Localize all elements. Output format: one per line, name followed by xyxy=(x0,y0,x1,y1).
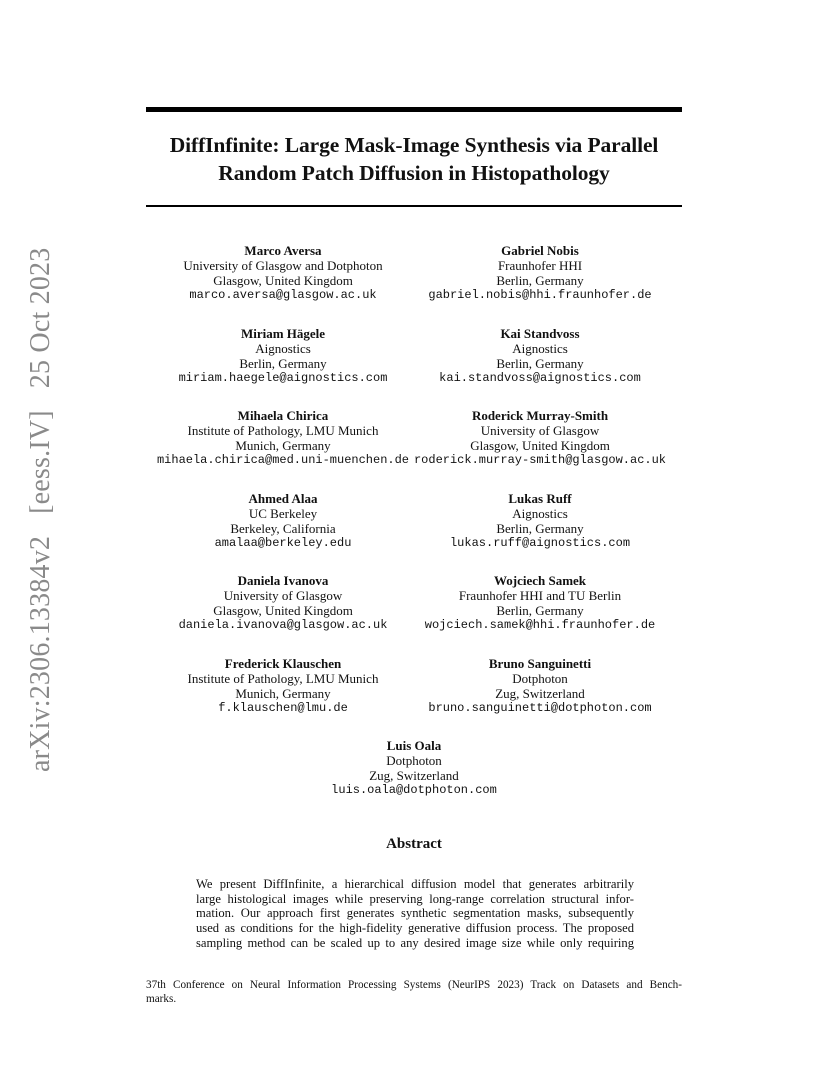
author-name: Bruno Sanguinetti xyxy=(488,656,592,671)
title-bottom-rule xyxy=(146,205,682,207)
author-affiliation: Aignostics xyxy=(512,341,568,356)
author-block xyxy=(146,326,420,386)
paper-title xyxy=(146,131,682,187)
author-name: Frederick Klauschen xyxy=(224,656,342,671)
author-email: bruno.sanguinetti@dotphoton.com xyxy=(428,701,652,715)
author-location: Glasgow, United Kingdom xyxy=(470,438,610,453)
author-email: luis.oala@dotphoton.com xyxy=(331,783,497,797)
author-affiliation: University of Glasgow and Dotphoton xyxy=(183,258,383,273)
abstract-line: We present DiffInfinite, a hierarchical diffusion model that generates arbitrarily xyxy=(196,877,634,891)
author-location: Zug, Switzerland xyxy=(495,686,585,701)
author-affiliation: Aignostics xyxy=(255,341,311,356)
author-affiliation: Fraunhofer HHI xyxy=(497,258,583,273)
author-name: Luis Oala xyxy=(386,738,442,753)
author-name: Wojciech Samek xyxy=(493,573,587,588)
abstract-line: mation. Our approach first generates synthetic segmentation masks, subsequently xyxy=(196,906,634,921)
author-email: marco.aversa@glasgow.ac.uk xyxy=(189,288,377,302)
author-email: miriam.haegele@aignostics.com xyxy=(178,371,388,385)
footnote-line: 37th Conference on Neural Information Processing Systems (NeurIPS 2023) Track on Datasets and Bench- xyxy=(146,979,682,991)
author-location: Berlin, Germany xyxy=(496,603,584,618)
author-location: Glasgow, United Kingdom xyxy=(213,273,353,288)
author-affiliation: Dotphoton xyxy=(512,671,568,686)
author-block xyxy=(146,573,420,633)
author-email: kai.standvoss@aignostics.com xyxy=(439,371,641,385)
author-name: Miriam Hägele xyxy=(240,326,326,341)
author-email: lukas.ruff@aignostics.com xyxy=(449,536,631,550)
author-block xyxy=(403,573,677,633)
abstract-line: large histological images while preserving long-range correlation structural infor- xyxy=(196,891,634,906)
author-location: Berlin, Germany xyxy=(239,356,327,371)
author-affiliation: University of Glasgow xyxy=(480,423,600,438)
author-block xyxy=(146,408,420,468)
abstract-heading: Abstract xyxy=(386,836,442,852)
author-email: amalaa@berkeley.edu xyxy=(214,536,352,550)
arxiv-category: [eess.IV] xyxy=(25,410,56,514)
title-line-1: DiffInfinite: Large Mask-Image Synthesis via Parallel xyxy=(169,133,659,157)
author-email: mihaela.chirica@med.uni-muenchen.de xyxy=(156,453,410,467)
author-block xyxy=(274,738,554,798)
author-name: Marco Aversa xyxy=(244,243,322,258)
title-top-rule xyxy=(146,107,682,112)
author-email: f.klauschen@lmu.de xyxy=(218,701,348,715)
author-affiliation: University of Glasgow xyxy=(223,588,343,603)
author-affiliation: Aignostics xyxy=(512,506,568,521)
author-location: Berkeley, California xyxy=(230,521,336,536)
abstract-line: sampling method can be scaled up to any desired image size while only requiring xyxy=(196,935,634,950)
conference-footnote xyxy=(146,978,682,1006)
author-email: daniela.ivanova@glasgow.ac.uk xyxy=(178,618,388,632)
author-name: Lukas Ruff xyxy=(508,491,572,506)
author-location: Munich, Germany xyxy=(235,438,331,453)
author-location: Zug, Switzerland xyxy=(369,768,459,783)
author-block xyxy=(403,656,677,716)
author-block xyxy=(403,491,677,551)
author-affiliation: UC Berkeley xyxy=(248,506,318,521)
author-affiliation: Institute of Pathology, LMU Munich xyxy=(187,671,379,686)
author-affiliation: Dotphoton xyxy=(386,753,442,768)
author-location: Berlin, Germany xyxy=(496,521,584,536)
author-name: Gabriel Nobis xyxy=(501,243,579,258)
abstract-line: used as conditions for the high-fidelity generative diffusion process. The proposed xyxy=(196,921,634,936)
author-email: wojciech.samek@hhi.fraunhofer.de xyxy=(424,618,656,632)
author-block xyxy=(146,656,420,716)
arxiv-date: 25 Oct 2023 xyxy=(25,247,56,389)
footnote-line: marks. xyxy=(146,993,177,1005)
author-email: roderick.murray-smith@glasgow.ac.uk xyxy=(413,453,667,467)
title-line-2: Random Patch Diffusion in Histopathology xyxy=(218,161,610,185)
author-name: Mihaela Chirica xyxy=(237,408,329,423)
author-location: Berlin, Germany xyxy=(496,273,584,288)
author-block xyxy=(403,408,677,468)
author-affiliation: Institute of Pathology, LMU Munich xyxy=(187,423,379,438)
arxiv-id: arXiv:2306.13384v2 xyxy=(25,535,56,772)
author-email: gabriel.nobis@hhi.fraunhofer.de xyxy=(428,288,652,302)
author-block xyxy=(403,326,677,386)
author-name: Ahmed Alaa xyxy=(248,491,318,506)
author-block xyxy=(403,243,677,303)
author-name: Daniela Ivanova xyxy=(237,573,329,588)
author-block xyxy=(146,243,420,303)
author-location: Glasgow, United Kingdom xyxy=(213,603,353,618)
author-block xyxy=(146,491,420,551)
author-affiliation: Fraunhofer HHI and TU Berlin xyxy=(458,588,622,603)
author-location: Munich, Germany xyxy=(235,686,331,701)
author-name: Kai Standvoss xyxy=(500,326,580,341)
author-location: Berlin, Germany xyxy=(496,356,584,371)
author-name: Roderick Murray-Smith xyxy=(471,408,609,423)
arxiv-identifier xyxy=(25,248,57,772)
abstract-body xyxy=(196,877,634,951)
